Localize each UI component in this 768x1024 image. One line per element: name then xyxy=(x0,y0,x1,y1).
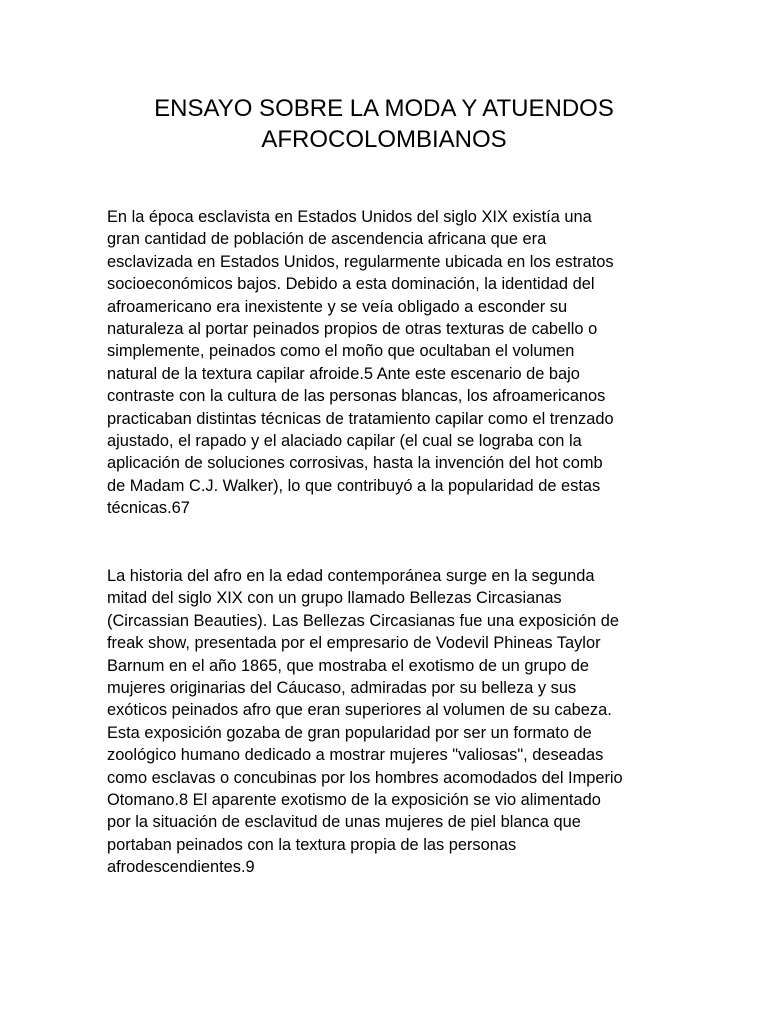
paragraph-line: simplemente, peinados como el moño que ocultaban el volumen xyxy=(107,342,575,361)
paragraph-line: ajustado, el rapado y el alaciado capilar (el cual se lograba con la xyxy=(107,432,582,451)
paragraph-line: zoológico humano dedicado a mostrar mujeres "valiosas", deseadas xyxy=(107,746,604,765)
paragraph-line: Barnum en el año 1865, que mostraba el exotismo de un grupo de xyxy=(107,656,590,675)
paragraph-line: mitad del siglo XIX con un grupo llamado Bellezas Circasianas xyxy=(107,589,562,608)
paragraph-line: como esclavas o concubinas por los hombres acomodados del Imperio xyxy=(107,768,623,787)
document-title xyxy=(100,93,668,155)
paragraph-line: Otomano.8 El aparente exotismo de la exposición se vio alimentado xyxy=(107,791,601,810)
paragraph-line: natural de la textura capilar afroide.5 Ante este escenario de bajo xyxy=(107,364,580,383)
paragraph-line: La historia del afro en la edad contemporánea surge en la segunda xyxy=(107,567,595,585)
paragraph-line: naturaleza al portar peinados propios de otras texturas de cabello o xyxy=(107,320,598,339)
paragraph-line: Esta exposición gozaba de gran popularidad por ser un formato de xyxy=(107,723,592,742)
paragraph-line: contraste con la cultura de las personas blancas, los afroamericanos xyxy=(107,387,606,406)
paragraph-line: socioeconómicos bajos. Debido a esta dominación, la identidad del xyxy=(107,275,595,294)
paragraph-line: exóticos peinados afro que eran superiores al volumen de su cabeza. xyxy=(107,701,612,720)
paragraph-line: afroamericano era inexistente y se veía obligado a esconder su xyxy=(107,297,568,316)
paragraph-line: esclavizada en Estados Unidos, regularmente ubicada en los estratos xyxy=(107,252,614,271)
paragraph-line: En la época esclavista en Estados Unidos del siglo XIX existía una xyxy=(107,208,592,226)
paragraph-line: (Circassian Beauties). Las Bellezas Circasianas fue una exposición de xyxy=(107,611,620,630)
title-line-2: AFROCOLOMBIANOS xyxy=(261,126,507,153)
paragraph-line: afrodescendientes.9 xyxy=(107,858,255,877)
paragraph-line: portaban peinados con la textura propia de las personas xyxy=(107,835,517,854)
paragraph-line: técnicas.67 xyxy=(107,499,190,518)
title-line-1: ENSAYO SOBRE LA MODA Y ATUENDOS xyxy=(154,95,614,122)
paragraph-line: practicaban distintas técnicas de tratamiento capilar como el trenzado xyxy=(107,409,614,428)
paragraph-line: gran cantidad de población de ascendencia africana que era xyxy=(107,230,547,249)
paragraph-line: aplicación de soluciones corrosivas, hasta la invención del hot comb xyxy=(107,454,603,473)
paragraph-2 xyxy=(107,565,662,879)
paragraph-line: de Madam C.J. Walker), lo que contribuyó a la popularidad de estas xyxy=(107,476,601,495)
paragraph-1 xyxy=(107,206,662,520)
paragraph-line: freak show, presentada por el empresario de Vodevil Phineas Taylor xyxy=(107,634,601,653)
paragraph-line: por la situación de esclavitud de unas mujeres de piel blanca que xyxy=(107,813,581,832)
paragraph-line: mujeres originarias del Cáucaso, admiradas por su belleza y sus xyxy=(107,679,577,698)
